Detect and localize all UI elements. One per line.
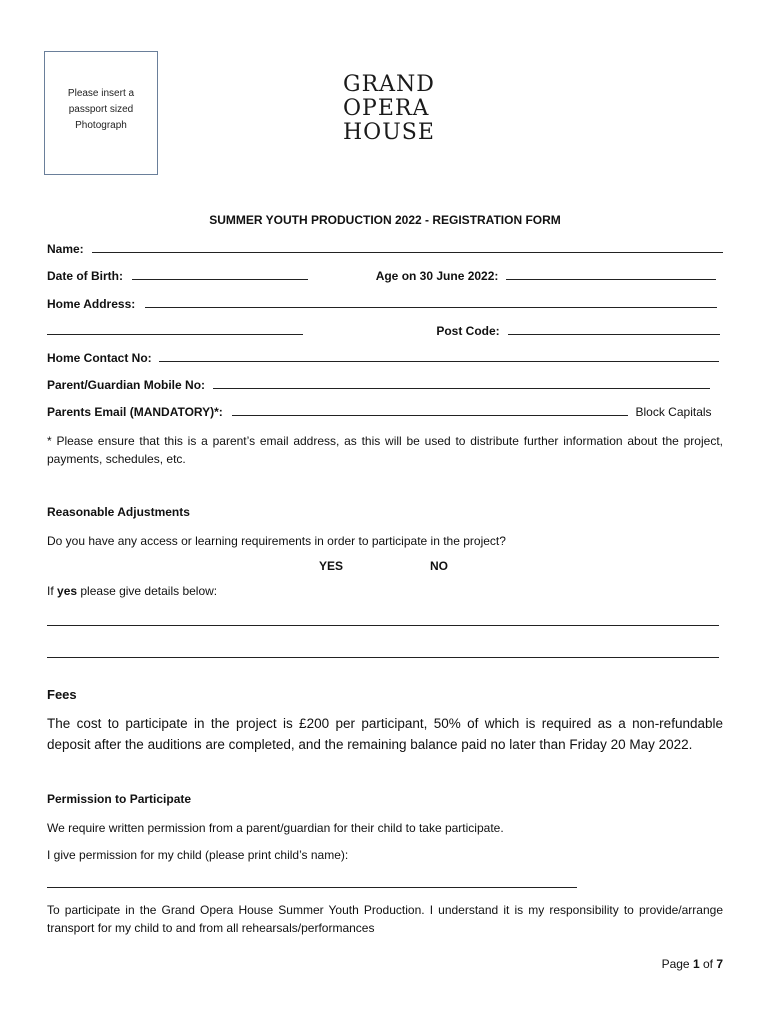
contact-field[interactable] [159, 350, 719, 362]
page-current: 1 [692, 957, 700, 971]
contact-label: Home Contact No: [47, 351, 152, 365]
page-word: Page [661, 957, 693, 971]
page-of: of [699, 957, 717, 971]
email-label: Parents Email (MANDATORY)*: [47, 405, 223, 419]
photo-instructions: Please insert a passport sized Photograph [67, 88, 135, 131]
yes-option[interactable]: YES [319, 559, 344, 573]
name-field[interactable] [92, 241, 723, 253]
address-field-line-1[interactable] [145, 296, 717, 308]
child-name-field[interactable] [47, 887, 577, 888]
address-label: Home Address: [47, 297, 136, 311]
name-row [47, 241, 723, 257]
details-prefix: If [47, 584, 58, 598]
email-row [47, 404, 723, 420]
details-suffix: please give details below: [77, 584, 218, 598]
details-instruction [47, 584, 217, 598]
grand-opera-house-logo [343, 73, 435, 145]
fees-heading: Fees [47, 687, 77, 702]
address-field-line-2[interactable] [47, 323, 303, 335]
block-capitals-note: Block Capitals [635, 405, 712, 419]
age-label: Age on 30 June 2022: [375, 269, 499, 283]
permission-line-1: We require written permission from a parent/guardian for their child to take participate. [47, 821, 504, 835]
dob-label: Date of Birth: [47, 269, 123, 283]
no-option[interactable]: NO [430, 559, 448, 573]
name-label: Name: [47, 242, 84, 256]
postcode-label: Post Code: [436, 324, 500, 338]
address-postcode-row [47, 323, 723, 339]
email-note: * Please ensure that this is a parent’s email address, as this will be used to distribute further information about the project, payments, schedules, etc. [47, 434, 723, 466]
photo-placeholder-box [44, 51, 158, 175]
permission-heading: Permission to Participate [47, 792, 192, 806]
adjustments-heading: Reasonable Adjustments [47, 505, 190, 519]
mobile-row [47, 377, 723, 393]
details-line-1[interactable] [47, 625, 719, 626]
logo-line-3: HOUSE [343, 120, 435, 145]
permission-line-2: I give permission for my child (please print child’s name): [47, 848, 349, 862]
adjustments-question: Do you have any access or learning requirements in order to participate in the project? [47, 534, 506, 548]
details-yes-bold: yes [57, 584, 78, 598]
email-field[interactable] [232, 404, 628, 416]
age-field[interactable] [506, 268, 716, 280]
dob-row [47, 268, 723, 284]
contact-row [47, 350, 723, 366]
page-number [662, 957, 723, 971]
dob-field[interactable] [132, 268, 308, 280]
mobile-field[interactable] [213, 377, 710, 389]
fees-text: The cost to participate in the project is £200 per participant, 50% of which is required as a non-refundable deposit after the auditions are completed, and the remaining balance paid no later than Friday 20 May 2022. [47, 716, 723, 752]
permission-text: To participate in the Grand Opera House Summer Youth Production. I understand it is my responsibility to provide/arrange transport for my child to and from all rehearsals/performances [47, 903, 723, 935]
logo-line-1: GRAND [343, 72, 435, 97]
page-total: 7 [716, 957, 723, 971]
postcode-field[interactable] [508, 323, 720, 335]
logo-line-2: OPERA [343, 96, 430, 121]
form-title: SUMMER YOUTH PRODUCTION 2022 - REGISTRATION FORM [209, 213, 561, 227]
address-row [47, 296, 723, 312]
details-line-2[interactable] [47, 657, 719, 658]
mobile-label: Parent/Guardian Mobile No: [47, 378, 206, 392]
